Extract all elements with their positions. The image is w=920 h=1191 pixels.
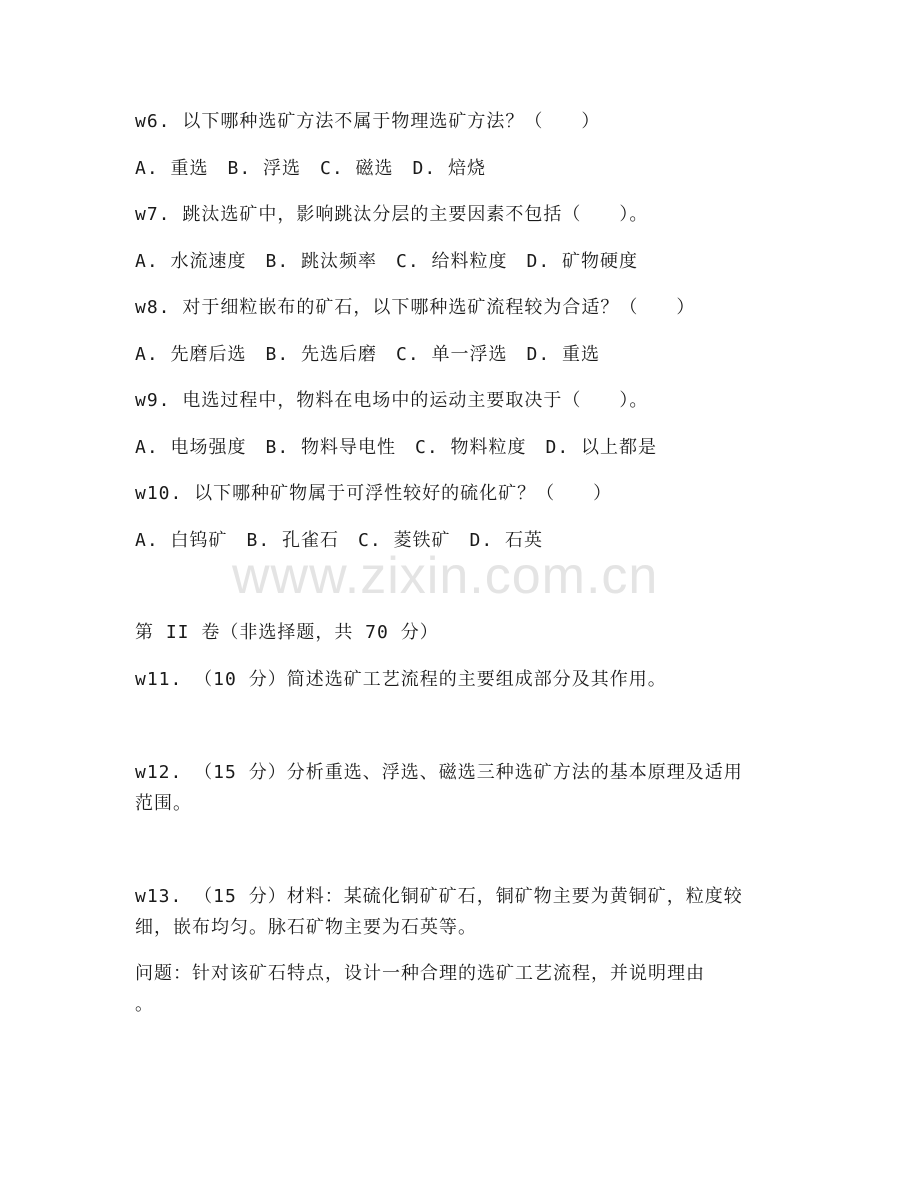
question-7-options: A. 水流速度 B. 跳汰频率 C. 给料粒度 D. 矿物硬度 (135, 251, 639, 272)
question-8-stem: w8. 对于细粒嵌布的矿石，以下哪种选矿流程较为合适？（ ） (135, 297, 696, 318)
question-10-stem: w10. 以下哪种矿物属于可浮性较好的硫化矿？（ ） (135, 483, 613, 504)
question-12-line-2: 范围。 (135, 793, 192, 814)
question-9-options: A. 电场强度 B. 物料导电性 C. 物料粒度 D. 以上都是 (135, 437, 658, 458)
question-13-line-1: w13. （15 分）材料：某硫化铜矿矿石，铜矿物主要为黄铜矿，粒度较 (135, 886, 743, 907)
question-6-options: A. 重选 B. 浮选 C. 磁选 D. 焙烧 (135, 158, 487, 179)
question-13-prompt-line-1: 问题：针对该矿石特点，设计一种合理的选矿工艺流程，并说明理由 (135, 963, 705, 984)
watermark: www.zixin.com.cn (232, 547, 659, 605)
question-13-prompt-line-2: 。 (135, 994, 154, 1015)
question-8-options: A. 先磨后选 B. 先选后磨 C. 单一浮选 D. 重选 (135, 344, 601, 365)
question-10-options: A. 白钨矿 B. 孔雀石 C. 菱铁矿 D. 石英 (135, 530, 544, 551)
question-13-line-2: 细，嵌布均匀。脉石矿物主要为石英等。 (135, 917, 477, 938)
question-6-stem: w6. 以下哪种选矿方法不属于物理选矿方法？（ ） (135, 111, 601, 132)
question-9-stem: w9. 电选过程中，物料在电场中的运动主要取决于（ ）。 (135, 390, 649, 411)
question-12-line-1: w12. （15 分）分析重选、浮选、磁选三种选矿方法的基本原理及适用 (135, 762, 743, 783)
question-11: w11. （10 分）简述选矿工艺流程的主要组成部分及其作用。 (135, 669, 667, 690)
question-7-stem: w7. 跳汰选矿中，影响跳汰分层的主要因素不包括（ ）。 (135, 204, 649, 225)
section-2-heading: 第 II 卷（非选择题，共 70 分） (135, 622, 439, 643)
